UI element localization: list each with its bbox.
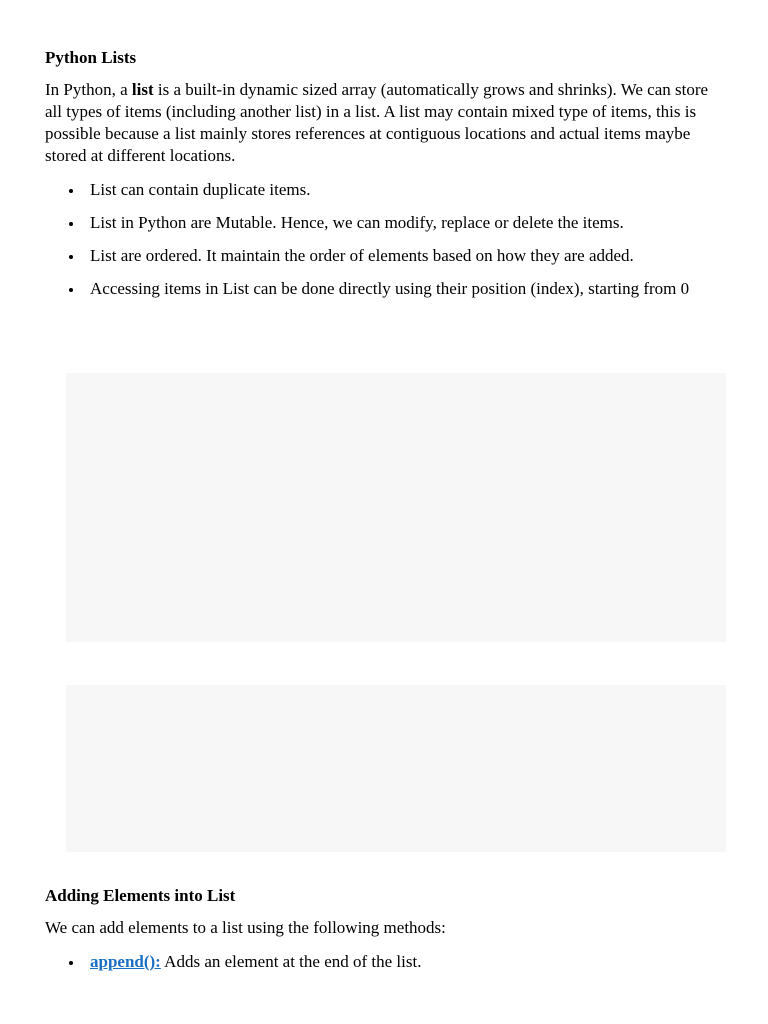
list-item — [45, 212, 735, 245]
intro-bold-term: list — [131, 80, 154, 99]
bullet-icon — [69, 961, 73, 965]
list-properties — [45, 179, 735, 311]
list-item — [45, 245, 735, 278]
list-item-text: List are ordered. It maintain the order of elements based on how they are added. — [90, 246, 634, 265]
append-method-link[interactable]: append(): — [90, 952, 161, 971]
intro-rest: is a built-in dynamic sized array (automatically grows and shrinks). We can store all types of items (including another list) in a list. A list may contain mixed type of items, this is possible because a list mainly stores references at contiguous locations and actual items maybe stored at different locations. — [45, 80, 709, 165]
list-item — [45, 278, 735, 311]
list-item — [45, 951, 735, 984]
bullet-icon — [69, 222, 73, 226]
methods-list — [45, 951, 735, 984]
method-description: Adds an element at the end of the list. — [160, 952, 422, 971]
list-item — [45, 179, 735, 212]
intro-prefix: In Python, a — [45, 80, 132, 99]
list-item-text: List can contain duplicate items. — [90, 180, 311, 199]
intro-paragraph — [45, 79, 725, 167]
output-block-placeholder — [66, 685, 726, 852]
bullet-icon — [69, 255, 73, 259]
list-item-text: List in Python are Mutable. Hence, we can modify, replace or delete the items. — [90, 213, 624, 232]
code-block-placeholder — [66, 373, 726, 642]
section-heading-python-lists: Python Lists — [45, 48, 137, 67]
list-item-text: Accessing items in List can be done directly using their position (index), starting from 0 — [90, 279, 690, 298]
adding-intro-paragraph: We can add elements to a list using the following methods: — [45, 918, 446, 937]
section-heading-adding-elements: Adding Elements into List — [45, 886, 236, 905]
bullet-icon — [69, 288, 73, 292]
bullet-icon — [69, 189, 73, 193]
